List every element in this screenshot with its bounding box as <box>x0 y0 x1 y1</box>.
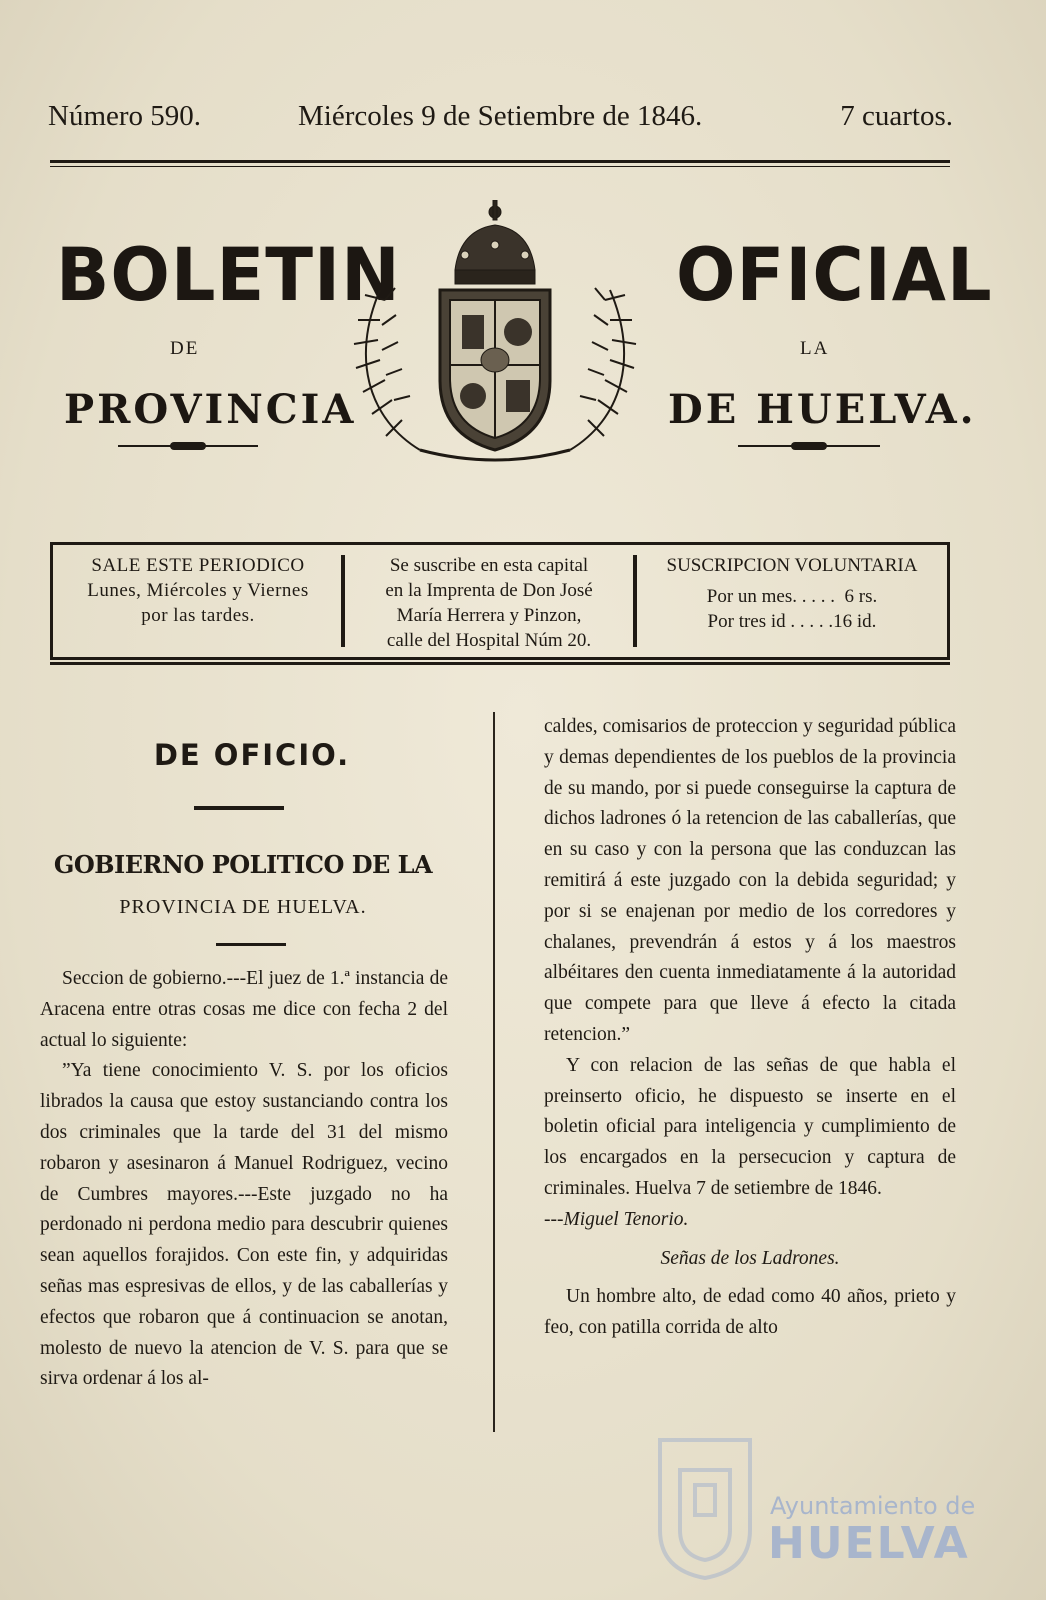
right-paragraph-2: Y con relacion de las señas de que habla el preinserto oficio, he dispuesto se inserte en el boletin oficial para inteligencia y cumplimiento de los encargados en la persecucion y captura de criminales. Huelva 7 de setiembre de 1846. <box>544 1054 956 1199</box>
title-boletin: BOLETIN <box>56 231 401 319</box>
left-paragraph-2: ”Ya tiene conocimiento V. S. por los oficios librados la causa que estoy sustanciando contra los dos criminales que la tarde del 31 del mismo robaron y asesinaron á Manuel Rodriguez, vecino de Cumbres mayores.---Este juzgado no ha perdonado ni perdona medio para descubrir quienes sean aquellos forajidos. Con este fin, y adquiridas señas mas espresivas de ellos, y de las caballerías y efectos que robaron que á continuacion se anotan, molesto de nuevo la atencion de V. S. para que se sirva ordenar á los al- <box>40 1060 448 1390</box>
section-heading: DE OFICIO. <box>153 738 351 772</box>
location-line-2: en la Imprenta de Don José <box>385 580 593 601</box>
box-separator-left <box>341 555 345 647</box>
gobierno-heading: GOBIERNO POLITICO DE LA <box>53 850 433 879</box>
senas-subheading: Señas de los Ladrones. <box>660 1247 840 1269</box>
location-line-4: calle del Hospital Núm 20. <box>386 630 592 651</box>
masthead-rule <box>50 160 950 163</box>
publication-schedule <box>59 553 337 628</box>
subscription-box <box>50 542 950 660</box>
provincia-heading-rule <box>216 943 286 946</box>
column-divider <box>493 712 495 1432</box>
title-provincia: PROVINCIA <box>64 386 357 433</box>
price-one-month: Por un mes. . . . . 6 rs. <box>706 586 878 607</box>
location-line-3: María Herrera y Pinzon, <box>396 605 582 626</box>
provincia-heading: PROVINCIA DE HUELVA. <box>119 896 367 918</box>
signature: ---Miguel Tenorio. <box>544 1208 689 1230</box>
masthead-rule-thin <box>50 166 950 167</box>
title-oficial: OFICIAL <box>676 231 993 319</box>
location-line-1: Se suscribe en esta capital <box>389 555 589 576</box>
masthead <box>48 100 953 140</box>
issue-number: Número 590. <box>48 100 202 132</box>
right-paragraph-3: Un hombre alto, de edad como 40 años, prieto y feo, con patilla corrida de alto <box>544 1286 956 1339</box>
title-la: LA <box>800 338 830 359</box>
schedule-line-1: SALE ESTE PERIODICO <box>91 555 305 576</box>
watermark-line-2: HUELVA <box>768 1518 970 1569</box>
issue-price: 7 cuartos. <box>840 100 953 132</box>
right-column <box>544 712 956 1344</box>
section-heading-rule <box>194 806 284 810</box>
subscription-box-underline <box>50 662 950 665</box>
schedule-line-2: Lunes, Miércoles y Viernes <box>87 580 309 601</box>
coat-of-arms-emblem <box>330 200 660 470</box>
left-paragraph-1: Seccion de gobierno.---El juez de 1.ª instancia de Aracena entre otras cosas me dice con fecha 2 del actual lo siguiente: <box>40 968 448 1051</box>
title-de: DE <box>170 338 200 359</box>
box-separator-right <box>633 555 637 647</box>
right-paragraph-1: caldes, comisarios de proteccion y seguridad pública y demas dependientes de los pueblos de la provincia de su mando, por si puede conseguirse la captura de dichos ladrones ó la retencion de las caballerías, que en su caso y con la persona que las conduzcan las remitirá á este juzgado con la debida seguridad; y por si se enajenan por medio de los corredores y chalanes, prevendrán á estos y á los maestros albéitares den cuenta inmediatamente á la autoridad que compete para que lleve á efecto la citada retencion.” <box>544 716 956 1045</box>
left-column <box>40 964 448 1395</box>
subscription-location <box>348 553 630 653</box>
price-three-months: Por tres id . . . . .16 id. <box>707 611 877 632</box>
issue-date: Miércoles 9 de Setiembre de 1846. <box>298 100 703 132</box>
schedule-line-3: por las tardes. <box>141 605 255 626</box>
prices-title: SUSCRIPCION VOLUNTARIA <box>666 555 918 576</box>
subscription-prices <box>640 553 944 634</box>
title-de-huelva: DE HUELVA. <box>668 386 977 433</box>
watermark-line-1: Ayuntamiento de <box>770 1492 976 1520</box>
